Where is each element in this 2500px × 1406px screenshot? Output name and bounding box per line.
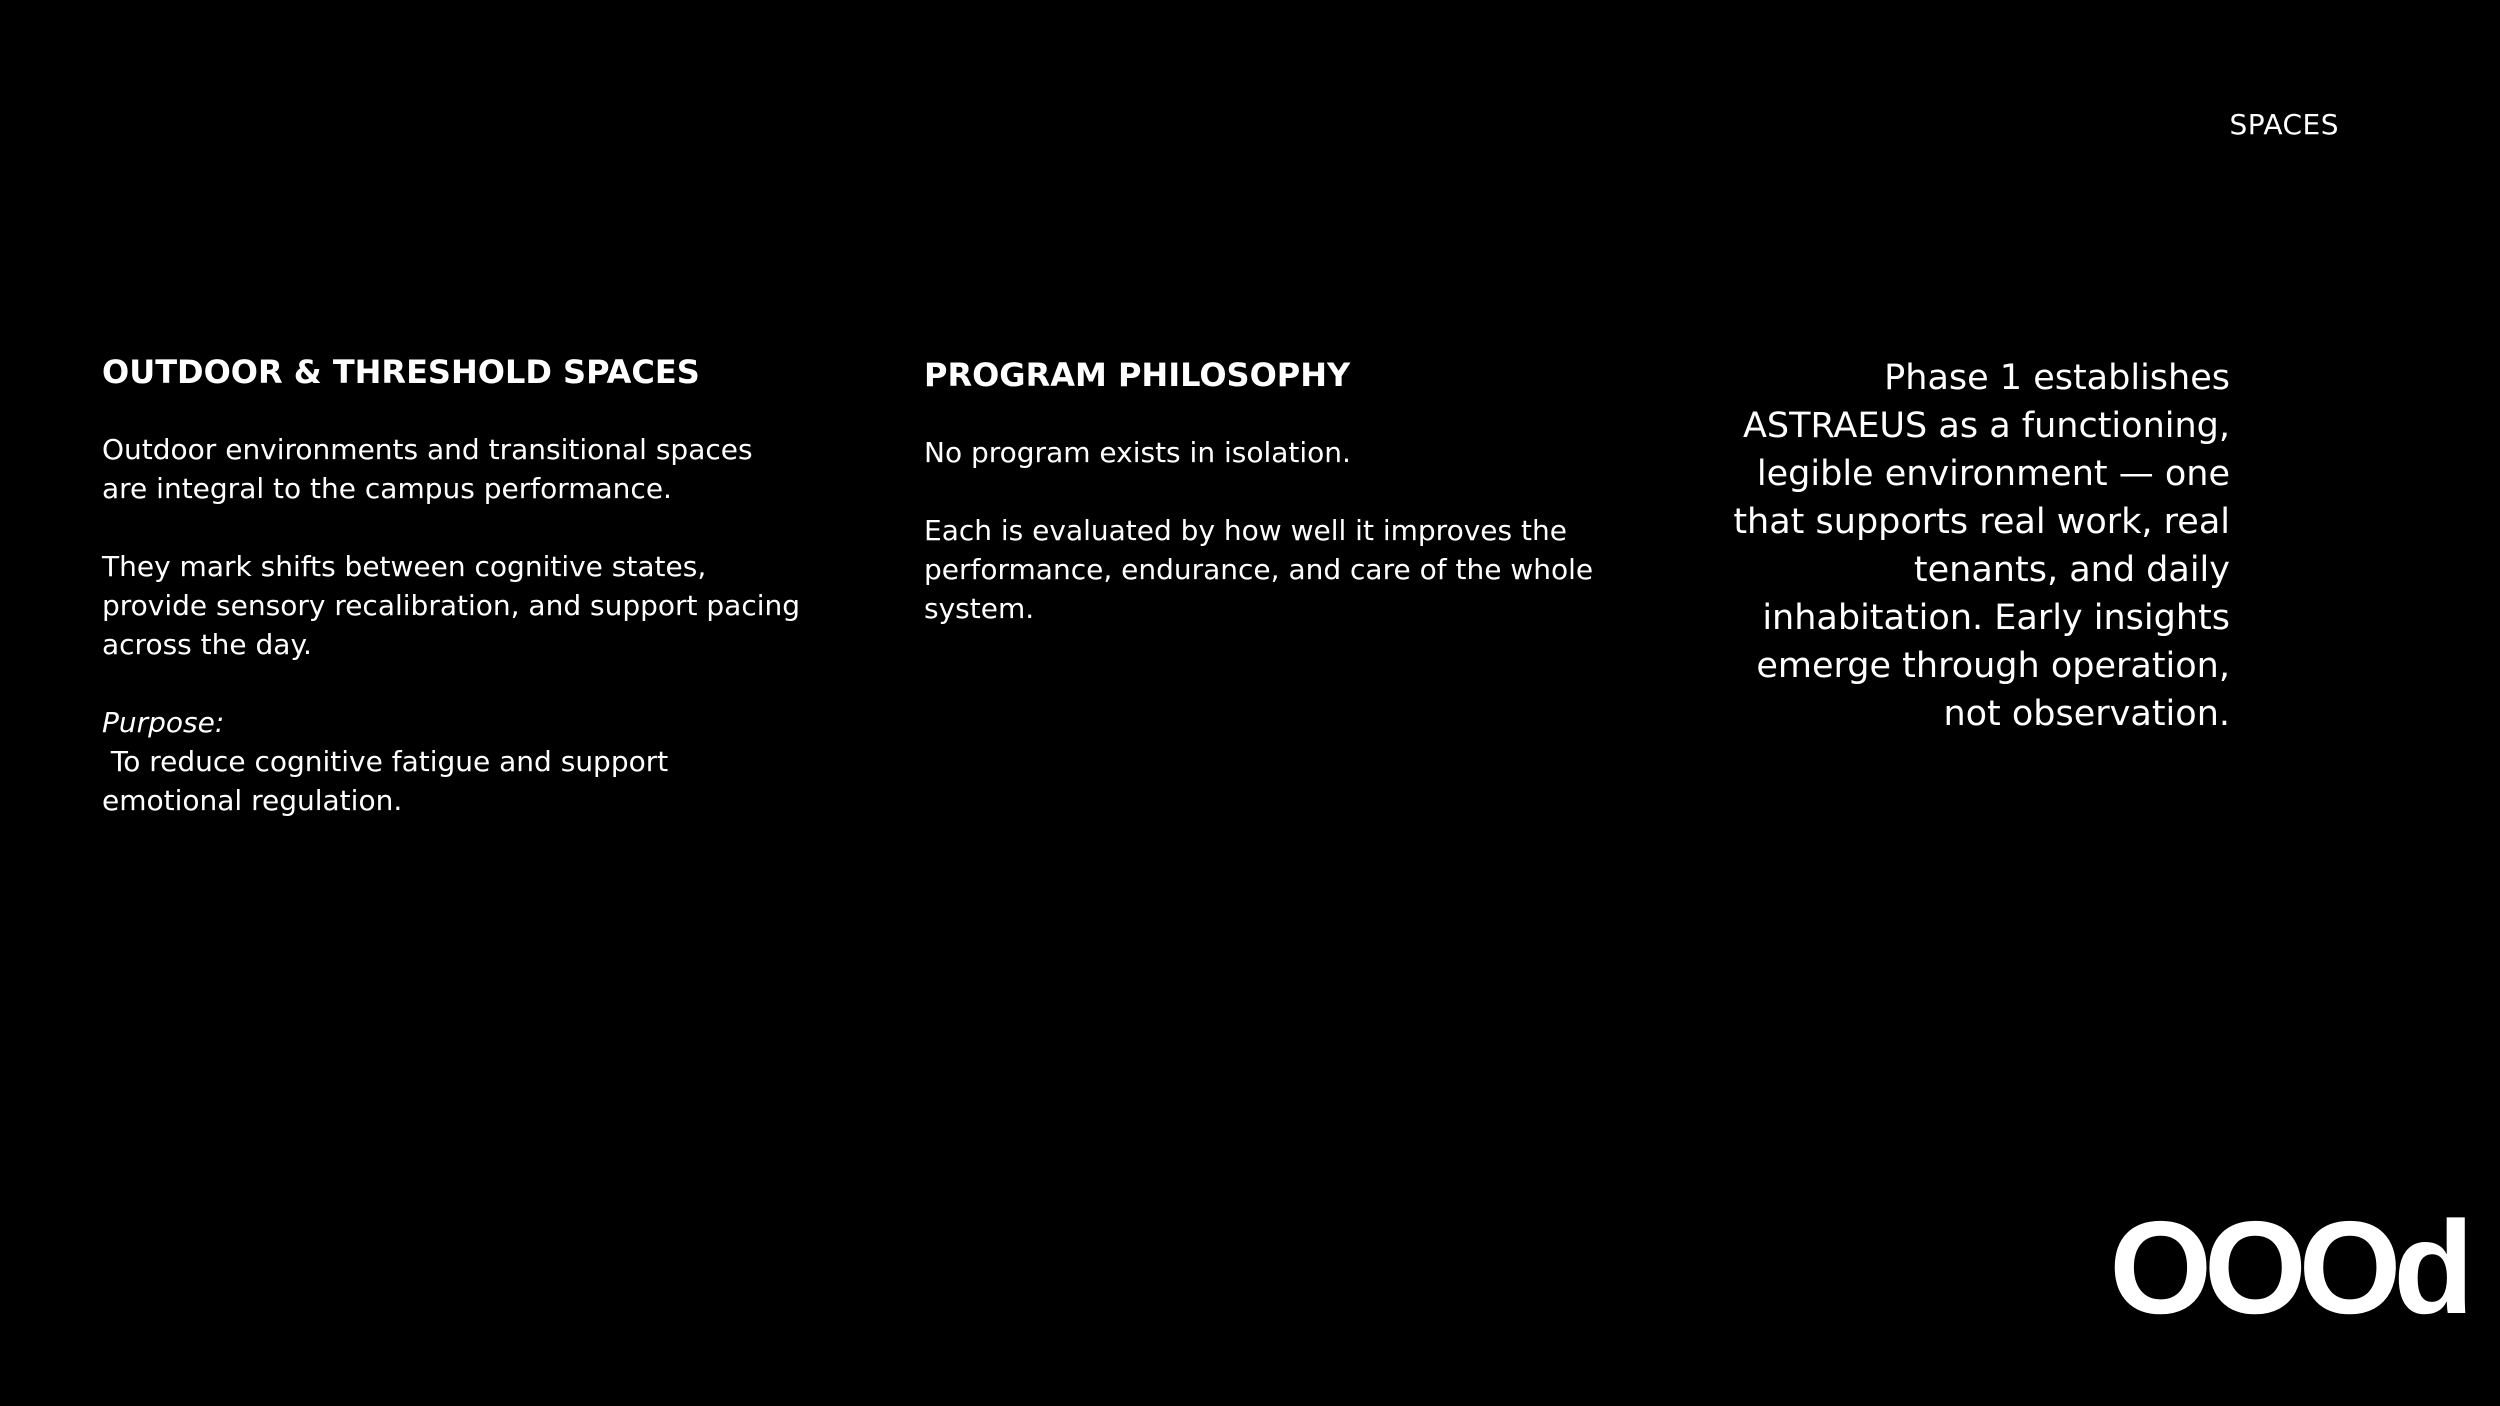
outdoor-paragraph-2: They mark shifts between cognitive states, provide sensory recalibration, and support pacing across the day. [102, 550, 801, 661]
phase-statement: Phase 1 establishes ASTRAEUS as a functioning, legible environment — one that supports real work, real tenants, and daily inhabitation. Early insights emerge through operation, not observation. [1733, 358, 2230, 734]
program-philosophy-heading: PROGRAM PHILOSOPHY [924, 356, 1351, 394]
brand-logo: OOOd [2109, 1194, 2466, 1341]
philosophy-paragraph-1: No program exists in isolation. [924, 436, 1351, 469]
outdoor-spaces-column [102, 350, 802, 820]
outdoor-paragraph-1: Outdoor environments and transitional spaces are integral to the campus performance. [102, 433, 753, 505]
purpose-text: To reduce cognitive fatigue and support emotional regulation. [102, 745, 678, 817]
purpose-label: Purpose: [102, 706, 225, 739]
program-philosophy-column [924, 353, 1604, 628]
purpose-block [102, 703, 802, 820]
philosophy-paragraph-2: Each is evaluated by how well it improves the performance, endurance, and care of the whole system. [924, 514, 1594, 625]
section-label: SPACES [2229, 108, 2339, 141]
outdoor-spaces-heading: OUTDOOR & THRESHOLD SPACES [102, 353, 700, 391]
